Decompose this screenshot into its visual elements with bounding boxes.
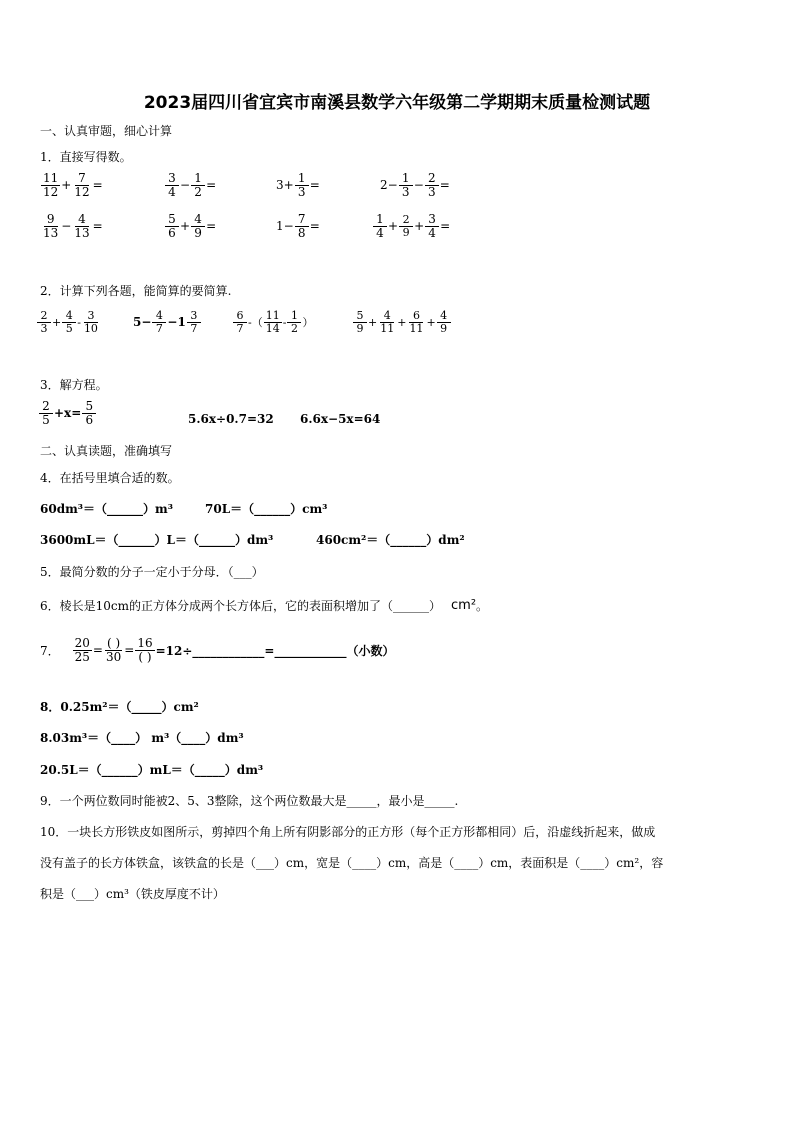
q8-part-b: 8.03m³＝（____） m³（____）dm³ — [40, 731, 244, 745]
section-2-heading: 二、认真读题，准确填写 — [40, 444, 173, 458]
q3-item-c: 6.6x−5x=64 — [300, 412, 381, 426]
q8-part-a: 8．0.25m²＝（_____）cm² — [40, 700, 199, 714]
q8-part-c: 20.5L＝（______）mL＝（_____）dm³ — [40, 763, 264, 777]
q1-item-a: $\frac{11}{12}$ + $\frac{7}{12}$ = — [43, 171, 103, 199]
q2-item-b: 5− $\frac{4}{7}$ −1 $\frac{3}{7}$ — [133, 310, 202, 334]
question-4: 4．在括号里填合适的数。 — [40, 471, 180, 485]
q1-item-e: $\frac{9}{13}$ − $\frac{4}{13}$ = — [43, 212, 103, 240]
question-6: 6．棱长是10cm的正方体分成两个长方体后，它的表面积增加了（______） cm² 。 — [40, 598, 489, 613]
q1-item-g: 1− $\frac{7}{8}$ = — [276, 212, 320, 240]
q4-part-c: 3600mL＝（______）L＝（______）dm³ — [40, 533, 274, 547]
question-10-line-3: 积是（___）cm³（铁皮厚度不计） — [40, 887, 225, 901]
q2-item-a: $\frac{2}{3}$ + $\frac{4}{5}$ - $\frac{3}{10}$ — [36, 310, 101, 334]
q1-item-c: 3+ $\frac{1}{3}$ = — [276, 171, 320, 199]
q1-item-f: $\frac{5}{6}$ + $\frac{4}{9}$ = — [164, 213, 216, 239]
question-9: 9．一个两位数同时能被2、5、3整除，这个两位数最大是_____，最小是_____. — [40, 794, 459, 808]
question-10-line-1: 10．一块长方形铁皮如图所示，剪掉四个角上所有阴影部分的正方形（每个正方形都相同）后，沿虚线折起来，做成 — [40, 825, 656, 839]
question-10-line-2: 没有盖子的长方体铁盒，该铁盒的长是（___）cm，宽是（____）cm，高是（____）cm，表面积是（____）cm²，容 — [40, 856, 664, 870]
question-2: 2．计算下列各题，能简算的要简算. — [40, 284, 232, 298]
q3-item-a: $\frac{2}{5}$ +x= $\frac{5}{6}$ — [38, 400, 97, 426]
q2-item-c: $\frac{6}{7}$ -（ $\frac{11}{14}$ - $\frac{1}{2}$ ） — [232, 310, 313, 334]
page-title: 2023届四川省宜宾市南溪县数学六年级第二学期期末质量检测试题 — [143, 93, 651, 113]
question-1: 1．直接写得数。 — [40, 150, 132, 164]
q1-item-h: $\frac{1}{4}$ + $\frac{2}{9}$ + $\frac{3}{4}$ = — [372, 213, 450, 239]
question-3: 3．解方程。 — [40, 378, 108, 392]
q6-unit: cm² — [451, 598, 477, 613]
section-1-heading: 一、认真审题，细心计算 — [40, 124, 173, 138]
q1-item-b: $\frac{3}{4}$ − $\frac{1}{2}$ = — [164, 172, 216, 198]
question-5: 5．最简分数的分子一定小于分母．（___） — [40, 565, 264, 579]
q3-item-b: 5.6x÷0.7=32 — [188, 412, 274, 426]
q2-item-d: $\frac{5}{9}$ + $\frac{4}{11}$ + $\frac{6}{11}$ + $\frac{4}{9}$ — [352, 310, 452, 334]
q4-part-a: 60dm³＝（______）m³ — [40, 502, 173, 516]
q4-part-b: 70L＝（______）cm³ — [205, 502, 328, 516]
q4-part-d: 460cm²＝（______）dm² — [316, 533, 465, 547]
q1-item-d: 2− $\frac{1}{3}$ − $\frac{2}{3}$ = — [380, 171, 450, 199]
question-7: 7． $\frac{20}{25}$ = $\frac{( )}{30}$ = $\frac{16}{( )}$ =12÷____________=____________（小数） — [40, 636, 395, 664]
